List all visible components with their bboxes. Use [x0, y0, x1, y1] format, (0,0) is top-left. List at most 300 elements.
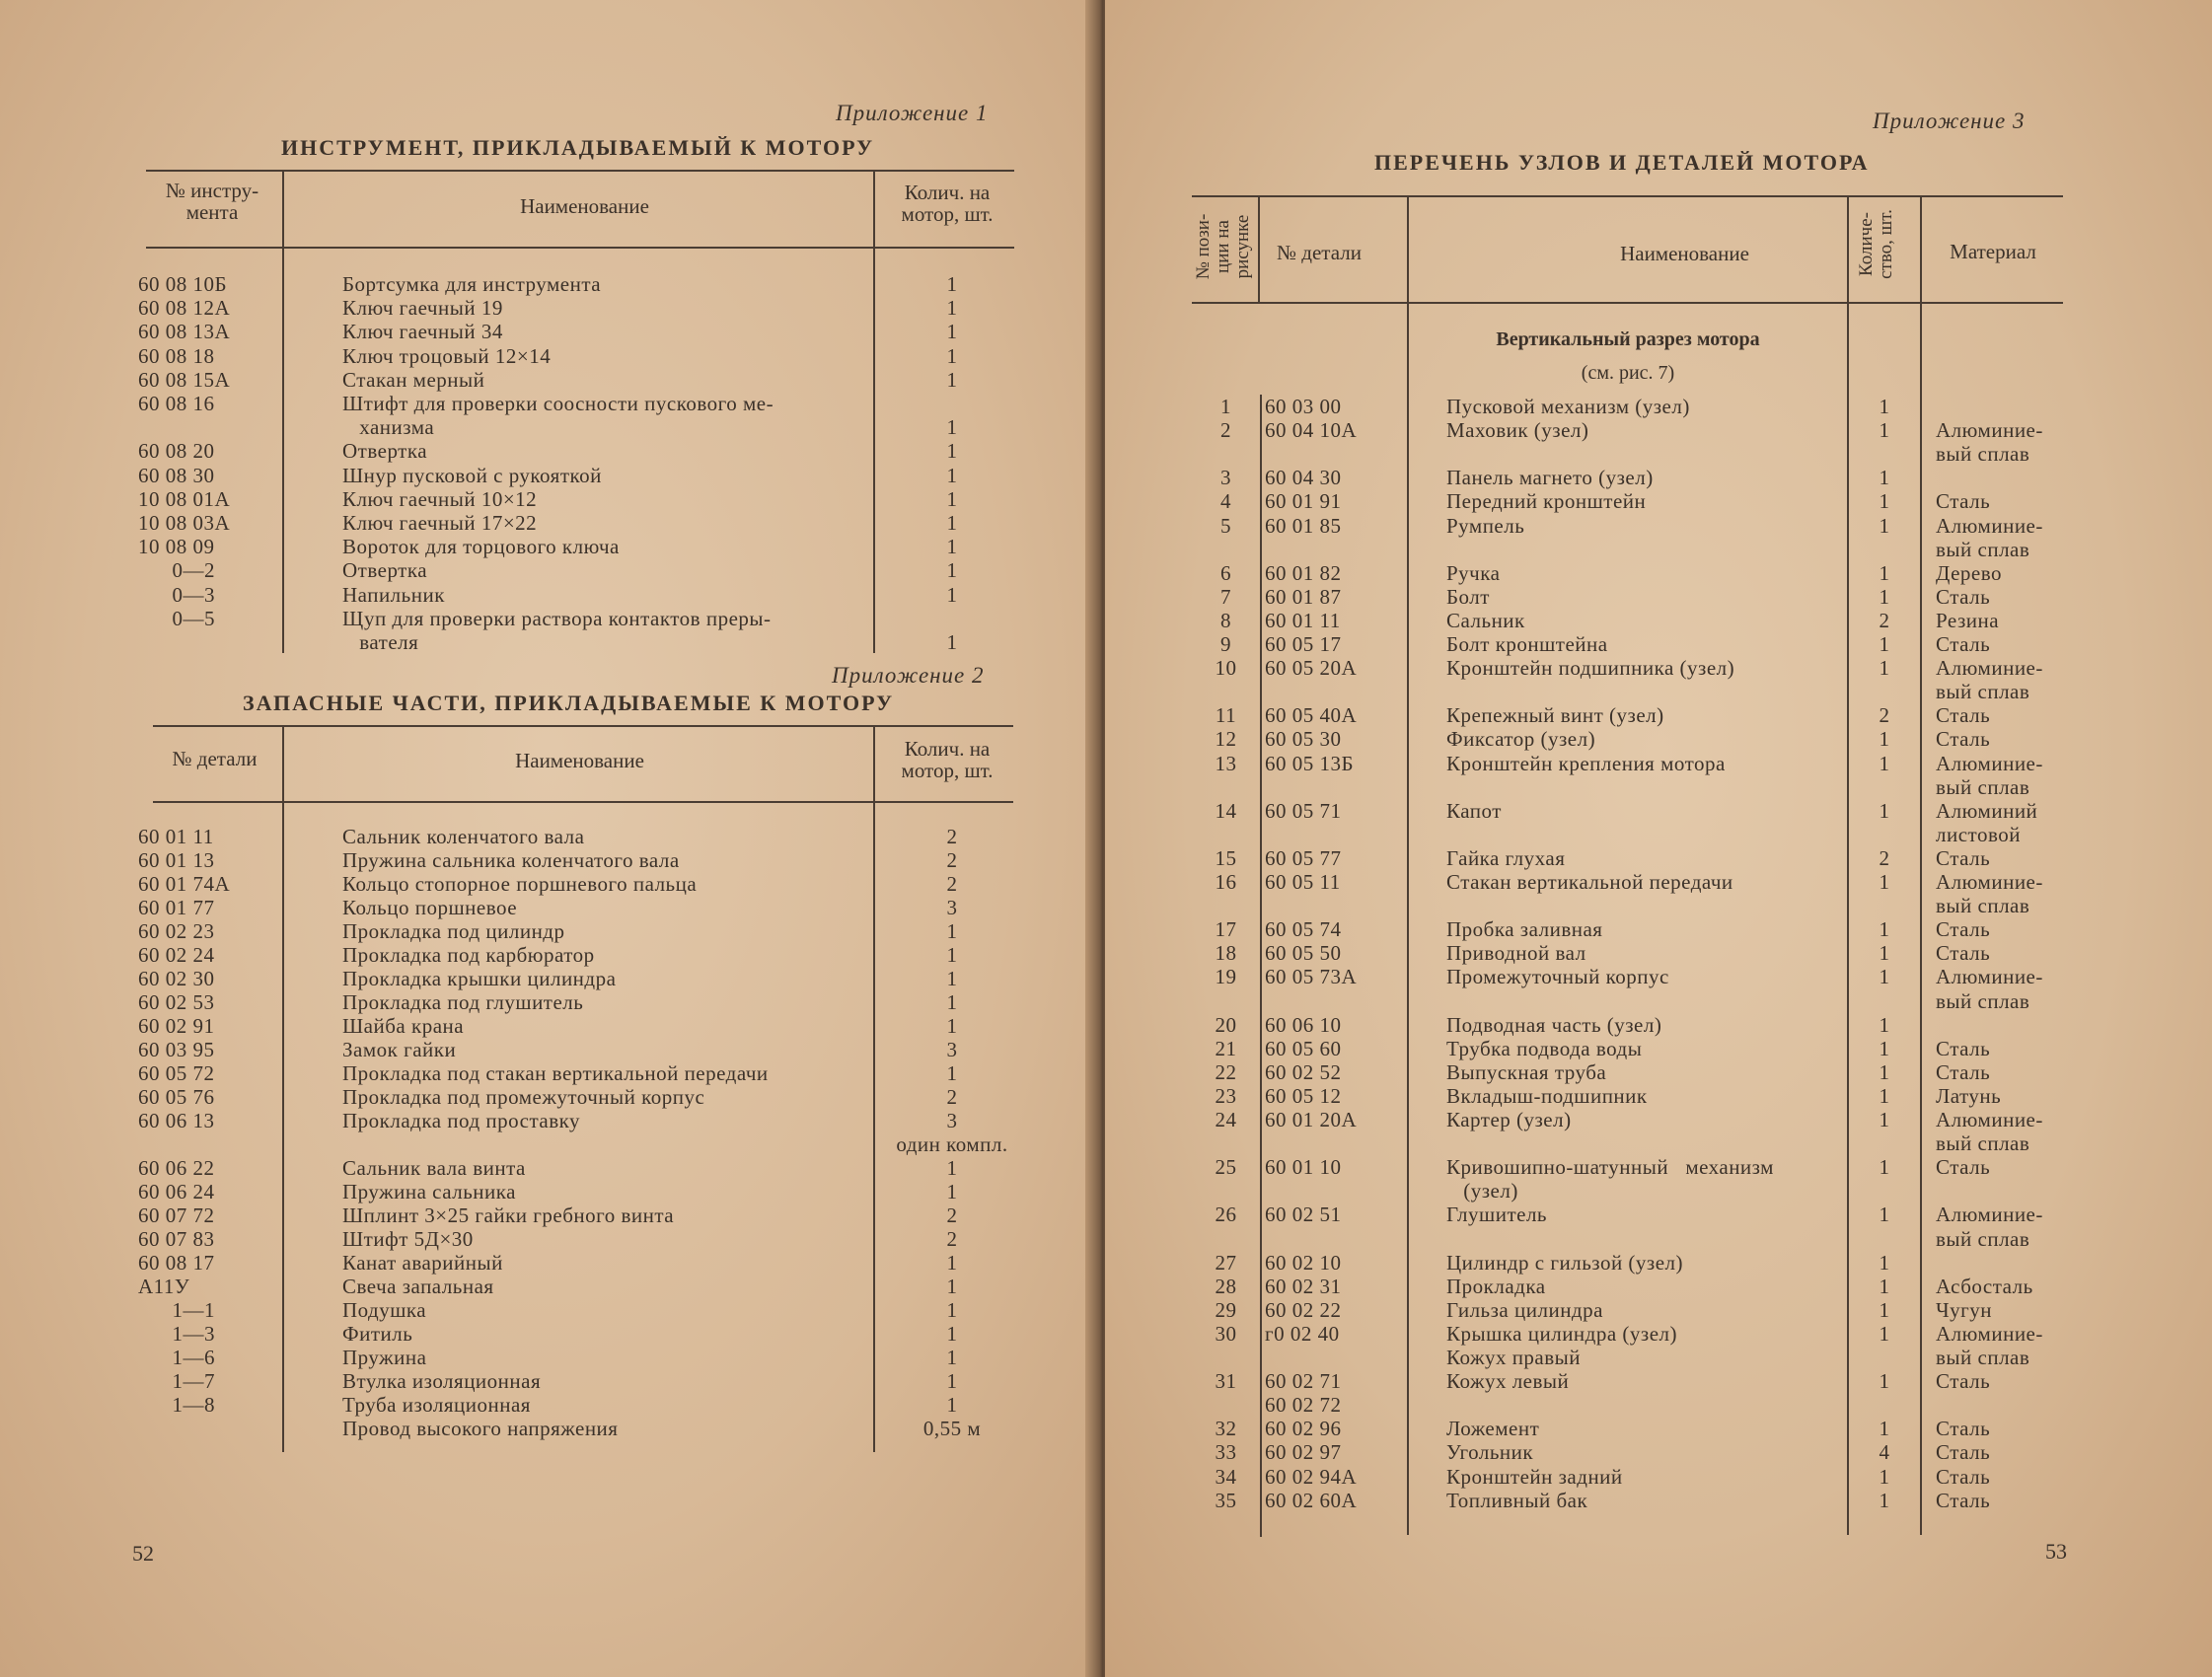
item-name: Шнур пусковой с рукояткой — [342, 463, 602, 487]
item-name: Ложемент — [1446, 1417, 1540, 1441]
part-number: 60 06 10 — [1265, 1012, 1342, 1037]
item-name: Кожух правый — [1446, 1346, 1582, 1369]
material: Чугун — [1936, 1297, 1992, 1322]
item-name: Промежуточный корпус — [1446, 965, 1669, 989]
quantity: 1 — [1879, 1108, 1890, 1131]
quantity: 1 — [1879, 418, 1890, 443]
item-name: Трубка подвода воды — [1446, 1036, 1643, 1060]
part-number: 60 02 94А — [1265, 1464, 1358, 1489]
part-number: 60 05 20А — [1265, 656, 1358, 681]
position-number: 2 — [1220, 418, 1231, 443]
col-header-tool-num: № инстру- мента — [165, 179, 259, 224]
position-number: 5 — [1220, 513, 1231, 538]
material: Сталь — [1936, 632, 1991, 656]
part-number: 60 01 91 — [1265, 489, 1342, 514]
item-name: Пружина — [342, 1346, 427, 1369]
item-name: Фитиль — [342, 1322, 413, 1346]
quantity: 1 — [1879, 1369, 1890, 1394]
part-number: 60 05 71 — [1265, 798, 1342, 823]
quantity: 2 — [946, 1227, 958, 1251]
part-number: 60 06 13 — [138, 1109, 215, 1132]
position-number: 29 — [1215, 1297, 1237, 1322]
part-number: 60 05 77 — [1265, 845, 1342, 870]
part-number: 60 05 40А — [1265, 703, 1358, 728]
part-number: 60 01 11 — [138, 825, 214, 848]
position-number: 31 — [1215, 1369, 1237, 1394]
part-number: 60 01 87 — [1265, 584, 1342, 609]
item-name: Стакан вертикальной передачи — [1446, 870, 1733, 894]
part-number: 60 01 74А — [138, 872, 231, 896]
quantity: 1 — [1879, 751, 1890, 775]
part-number: 60 01 10 — [1265, 1155, 1342, 1180]
material: Дерево — [1936, 560, 2002, 585]
item-name: Пусковой механизм (узел) — [1446, 395, 1690, 418]
position-number: 35 — [1215, 1488, 1237, 1512]
part-number: 60 01 20А — [1265, 1108, 1358, 1131]
item-name: Прокладка под проставку — [342, 1109, 581, 1132]
quantity: 2 — [946, 1085, 958, 1109]
item-name: Напильник — [342, 582, 445, 607]
part-number: 60 08 15А — [138, 367, 231, 392]
part-number: 60 01 13 — [138, 848, 215, 872]
part-number: 10 08 09 — [138, 535, 215, 559]
quantity: 1 — [946, 1346, 958, 1369]
quantity: 2 — [946, 848, 958, 872]
position-number: 20 — [1215, 1012, 1237, 1037]
part-number: 60 08 20 — [138, 439, 215, 464]
item-name: Сальник вала винта — [342, 1156, 526, 1180]
item-name: Ключ троцовый 12×14 — [342, 343, 552, 368]
quantity: 1 — [946, 919, 958, 943]
quantity: 1 — [946, 1014, 958, 1038]
part-number: 1—7 — [138, 1369, 215, 1393]
position-number: 9 — [1220, 632, 1231, 656]
quantity: 2 — [946, 872, 958, 896]
material: вый сплав — [1936, 1226, 2030, 1251]
part-number: 60 05 60 — [1265, 1036, 1342, 1060]
rule — [282, 172, 284, 653]
material: Алюминие- — [1936, 1108, 2043, 1131]
item-name: Шайба крана — [342, 1014, 465, 1038]
item-name: Кронштейн задний — [1446, 1464, 1623, 1489]
item-name: Вороток для торцового ключа — [342, 535, 620, 559]
position-number: 16 — [1215, 870, 1237, 894]
position-number: 34 — [1215, 1464, 1237, 1489]
position-number: 13 — [1215, 751, 1237, 775]
part-number: 60 06 22 — [138, 1156, 215, 1180]
quantity: 1 — [946, 1180, 958, 1203]
material: вый сплав — [1936, 1346, 2030, 1369]
item-name: Выпускная труба — [1446, 1059, 1607, 1084]
position-number: 32 — [1215, 1417, 1237, 1441]
part-number: 60 02 24 — [138, 943, 215, 967]
quantity: 1 — [1879, 917, 1890, 942]
part-number: 60 02 97 — [1265, 1440, 1342, 1465]
item-name: Бортсумка для инструмента — [342, 272, 602, 296]
material: вый сплав — [1936, 537, 2030, 561]
part-number: 60 05 72 — [138, 1061, 215, 1085]
quantity: 1 — [946, 511, 958, 535]
col-header-position: № пози- ции на рисунке — [1193, 213, 1253, 280]
item-name: Прокладка под стакан вертикальной передачи — [342, 1061, 769, 1085]
table-3-title: ПЕРЕЧЕНЬ УЗЛОВ И ДЕТАЛЕЙ МОТОРА — [1374, 150, 1870, 175]
material: Алюминие- — [1936, 965, 2043, 989]
item-name: Штифт 5Д×30 — [342, 1227, 474, 1251]
position-number: 21 — [1215, 1036, 1237, 1060]
quantity: 1 — [1879, 1464, 1890, 1489]
quantity: 1 — [946, 367, 958, 392]
part-number: 60 05 17 — [1265, 632, 1342, 656]
quantity: 1 — [946, 463, 958, 487]
quantity: 1 — [1879, 1250, 1890, 1275]
part-number: 60 02 72 — [1265, 1393, 1342, 1418]
item-name: Передний кронштейн — [1446, 489, 1647, 514]
quantity: 1 — [946, 535, 958, 559]
quantity: 1 — [946, 1156, 958, 1180]
quantity: 1 — [1879, 1059, 1890, 1084]
part-number: 1—3 — [138, 1322, 215, 1346]
item-name: Топливный бак — [1446, 1488, 1588, 1512]
part-number: 60 07 83 — [138, 1227, 215, 1251]
item-name: Капот — [1446, 798, 1502, 823]
item-name: Кожух левый — [1446, 1369, 1570, 1394]
part-number: 60 05 76 — [138, 1085, 215, 1109]
material: Сталь — [1936, 1059, 1991, 1084]
quantity: 1 — [1879, 1488, 1890, 1512]
part-number: 60 05 13Б — [1265, 751, 1355, 775]
part-number: 60 05 11 — [1265, 870, 1341, 894]
material: Сталь — [1936, 489, 1991, 514]
part-number: 60 08 10Б — [138, 272, 228, 296]
left-page — [0, 0, 1097, 1677]
position-number: 11 — [1215, 703, 1237, 728]
item-name: Штифт для проверки соосности пускового ме- — [342, 392, 774, 415]
position-number: 23 — [1215, 1083, 1237, 1108]
position-number: 19 — [1215, 965, 1237, 989]
item-name: Шплинт 3×25 гайки гребного винта — [342, 1203, 675, 1227]
item-name: Прокладка — [1446, 1274, 1546, 1298]
quantity: 1 — [1879, 1203, 1890, 1227]
position-number: 18 — [1215, 941, 1237, 966]
item-name: Ключ гаечный 34 — [342, 320, 503, 344]
item-name: Втулка изоляционная — [342, 1369, 542, 1393]
part-number: 10 08 03А — [138, 511, 231, 535]
item-name: Вкладыш-подшипник — [1446, 1083, 1648, 1108]
part-number: 1—6 — [138, 1346, 215, 1369]
item-name: Свеча запальная — [342, 1275, 494, 1298]
part-number: 0—5 — [138, 606, 215, 630]
part-number: 60 02 31 — [1265, 1274, 1342, 1298]
item-name: Глушитель — [1446, 1203, 1548, 1227]
quantity: 1 — [946, 558, 958, 583]
item-name: Сальник — [1446, 608, 1525, 632]
part-number: 60 05 73А — [1265, 965, 1358, 989]
part-number: 60 02 96 — [1265, 1417, 1342, 1441]
quantity: 1 — [1879, 941, 1890, 966]
part-number: 60 02 22 — [1265, 1297, 1342, 1322]
quantity: один компл. — [896, 1132, 1008, 1156]
item-name: Ключ гаечный 17×22 — [342, 511, 538, 535]
item-name: вателя — [342, 630, 419, 654]
item-name: Румпель — [1446, 513, 1525, 538]
quantity: 1 — [946, 582, 958, 607]
position-number: 3 — [1220, 466, 1231, 490]
quantity: 1 — [946, 1275, 958, 1298]
item-name: Прокладка под глушитель — [342, 990, 584, 1014]
part-number: 60 05 30 — [1265, 727, 1342, 752]
part-number: 60 02 52 — [1265, 1059, 1342, 1084]
quantity: 1 — [1879, 584, 1890, 609]
material: вый сплав — [1936, 774, 2030, 799]
part-number: 60 03 95 — [138, 1038, 215, 1061]
col-header-material: Материал — [1950, 240, 2036, 263]
rule — [1260, 395, 1262, 1537]
material: Сталь — [1936, 1440, 1991, 1465]
item-name: Кольцо стопорное поршневого пальца — [342, 872, 698, 896]
page-number: 53 — [2045, 1539, 2067, 1564]
quantity: 1 — [946, 1061, 958, 1085]
material: Алюминие- — [1936, 1203, 2043, 1227]
item-name: Подводная часть (узел) — [1446, 1012, 1662, 1037]
quantity: 1 — [1879, 1155, 1890, 1180]
quantity: 0,55 м — [922, 1417, 982, 1440]
part-number: 60 07 72 — [138, 1203, 215, 1227]
item-name: Прокладка под цилиндр — [342, 919, 565, 943]
position-number: 1 — [1220, 395, 1231, 418]
item-name: Пружина сальника коленчатого вала — [342, 848, 680, 872]
quantity: 1 — [946, 943, 958, 967]
item-name: ханизма — [342, 415, 435, 440]
quantity: 1 — [1879, 1297, 1890, 1322]
material: Сталь — [1936, 1036, 1991, 1060]
position-number: 24 — [1215, 1108, 1237, 1131]
quantity: 1 — [1879, 1417, 1890, 1441]
col-header-qty: Колич. на мотор, шт. — [901, 737, 994, 782]
part-number: 60 02 60А — [1265, 1488, 1358, 1512]
material: Сталь — [1936, 727, 1991, 752]
item-name: Крышка цилиндра (узел) — [1446, 1321, 1678, 1346]
col-header-part-num: № детали — [1277, 241, 1362, 264]
position-number: 22 — [1215, 1059, 1237, 1084]
quantity: 1 — [946, 1251, 958, 1275]
item-name: Крепежный винт (узел) — [1446, 703, 1664, 728]
quantity: 1 — [1879, 489, 1890, 514]
item-name: Отвертка — [342, 439, 428, 464]
section-subheading: (см. рис. 7) — [1581, 362, 1675, 384]
quantity: 3 — [946, 896, 958, 919]
part-number: 60 02 10 — [1265, 1250, 1342, 1275]
item-name: Канат аварийный — [342, 1251, 503, 1275]
item-name: Щуп для проверки раствора контактов преры- — [342, 606, 772, 630]
item-name: Цилиндр с гильзой (узел) — [1446, 1250, 1684, 1275]
quantity: 1 — [1879, 965, 1890, 989]
item-name: Картер (узел) — [1446, 1108, 1572, 1131]
material: Сталь — [1936, 1464, 1991, 1489]
quantity: 1 — [946, 415, 958, 440]
item-name: Кольцо поршневое — [342, 896, 518, 919]
quantity: 2 — [946, 825, 958, 848]
material: Алюминий — [1936, 798, 2038, 823]
appendix-3-label: Приложение 3 — [1873, 109, 2026, 133]
quantity: 1 — [1879, 798, 1890, 823]
part-number: 60 08 18 — [138, 343, 215, 368]
item-name: Приводной вал — [1446, 941, 1586, 966]
material: Сталь — [1936, 1417, 1991, 1441]
part-number: 60 01 85 — [1265, 513, 1342, 538]
item-name: Сальник коленчатого вала — [342, 825, 585, 848]
material: Сталь — [1936, 917, 1991, 942]
material: вый сплав — [1936, 680, 2030, 704]
position-number: 15 — [1215, 845, 1237, 870]
quantity: 1 — [946, 343, 958, 368]
part-number: 60 02 71 — [1265, 1369, 1342, 1394]
material: листовой — [1936, 822, 2021, 846]
material: Алюминие- — [1936, 656, 2043, 681]
item-name: Провод высокого напряжения — [342, 1417, 619, 1440]
part-number: 60 08 12А — [138, 296, 231, 321]
appendix-1-label: Приложение 1 — [836, 101, 989, 125]
page-number: 52 — [132, 1541, 154, 1566]
position-number: 7 — [1220, 584, 1231, 609]
item-name: Подушка — [342, 1298, 427, 1322]
rule — [1847, 197, 1849, 1535]
material: Алюминие- — [1936, 751, 2043, 775]
quantity: 1 — [946, 296, 958, 321]
quantity: 1 — [946, 967, 958, 990]
part-number: 60 08 30 — [138, 463, 215, 487]
col-header-name: Наименование — [1620, 242, 1749, 265]
item-name: Ключ гаечный 10×12 — [342, 486, 538, 511]
material: Сталь — [1936, 1155, 1991, 1180]
material: вый сплав — [1936, 1131, 2030, 1156]
item-name: Пробка заливная — [1446, 917, 1603, 942]
position-number: 25 — [1215, 1155, 1237, 1180]
part-number: 60 04 10А — [1265, 418, 1358, 443]
quantity: 3 — [946, 1038, 958, 1061]
item-name: Маховик (узел) — [1446, 418, 1589, 443]
material: Сталь — [1936, 1369, 1991, 1394]
item-name: Панель магнето (узел) — [1446, 466, 1654, 490]
part-number: 60 01 11 — [1265, 608, 1341, 632]
rule — [1258, 197, 1260, 302]
table-1-title: ИНСТРУМЕНТ, ПРИКЛАДЫВАЕМЫЙ К МОТОРУ — [281, 135, 875, 160]
quantity: 1 — [1879, 1321, 1890, 1346]
material: Латунь — [1936, 1083, 2002, 1108]
part-number: 60 04 30 — [1265, 466, 1342, 490]
quantity: 1 — [946, 272, 958, 296]
col-header-qty: Колич. на мотор, шт. — [901, 181, 994, 226]
item-name: Ручка — [1446, 560, 1501, 585]
quantity: 1 — [946, 1322, 958, 1346]
part-number: 60 03 00 — [1265, 395, 1342, 418]
quantity: 3 — [946, 1109, 958, 1132]
rule — [1920, 197, 1922, 1535]
item-name: Кривошипно-шатунный механизм — [1446, 1155, 1774, 1180]
material: Алюминие- — [1936, 513, 2043, 538]
rule — [1192, 302, 2063, 304]
part-number: 60 05 12 — [1265, 1083, 1342, 1108]
section-heading: Вертикальный разрез мотора — [1496, 328, 1760, 350]
material: вый сплав — [1936, 442, 2030, 467]
item-name: Прокладка под промежуточный корпус — [342, 1085, 705, 1109]
position-number: 4 — [1220, 489, 1231, 514]
material: Сталь — [1936, 584, 1991, 609]
quantity: 1 — [946, 320, 958, 344]
quantity: 1 — [946, 1298, 958, 1322]
material: Алюминие- — [1936, 1321, 2043, 1346]
material: Алюминие- — [1936, 418, 2043, 443]
item-name: Гайка глухая — [1446, 845, 1566, 870]
quantity: 2 — [1879, 845, 1890, 870]
rule — [1407, 197, 1409, 1535]
item-name: Кронштейн подшипника (узел) — [1446, 656, 1735, 681]
col-header-name: Наименование — [520, 194, 649, 218]
item-name: Отвертка — [342, 558, 428, 583]
item-name: Прокладка под карбюратор — [342, 943, 595, 967]
material: Асбосталь — [1936, 1274, 2033, 1298]
part-number: 10 08 01А — [138, 486, 231, 511]
part-number: 60 02 51 — [1265, 1203, 1342, 1227]
quantity: 2 — [1879, 703, 1890, 728]
quantity: 2 — [946, 1203, 958, 1227]
item-name: Прокладка крышки цилиндра — [342, 967, 617, 990]
item-name: Гильза цилиндра — [1446, 1297, 1603, 1322]
item-name: Пружина сальника — [342, 1180, 516, 1203]
item-name: Угольник — [1446, 1440, 1534, 1465]
rule — [1192, 195, 2063, 197]
quantity: 1 — [1879, 1274, 1890, 1298]
item-name: Фиксатор (узел) — [1446, 727, 1596, 752]
quantity: 2 — [1879, 608, 1890, 632]
quantity: 1 — [946, 630, 958, 654]
col-header-qty: Количе- ство, шт. — [1856, 209, 1896, 279]
rule — [146, 247, 1014, 249]
part-number: 60 05 50 — [1265, 941, 1342, 966]
part-number: 60 02 91 — [138, 1014, 215, 1038]
quantity: 1 — [1879, 870, 1890, 894]
position-number: 27 — [1215, 1250, 1237, 1275]
item-name: Замок гайки — [342, 1038, 457, 1061]
quantity: 1 — [946, 1393, 958, 1417]
material: Алюминие- — [1936, 870, 2043, 894]
part-number: 60 01 82 — [1265, 560, 1342, 585]
part-number: 60 02 53 — [138, 990, 215, 1014]
position-number: 12 — [1215, 727, 1237, 752]
quantity: 1 — [1879, 632, 1890, 656]
part-number: 0—2 — [138, 558, 215, 583]
part-number: 60 08 17 — [138, 1251, 215, 1275]
quantity: 1 — [946, 486, 958, 511]
part-number: А11У — [138, 1275, 190, 1298]
position-number: 26 — [1215, 1203, 1237, 1227]
quantity: 1 — [1879, 560, 1890, 585]
position-number: 30 — [1215, 1321, 1237, 1346]
material: Сталь — [1936, 845, 1991, 870]
quantity: 4 — [1879, 1440, 1890, 1465]
part-number: 60 08 16 — [138, 392, 215, 415]
item-name: Ключ гаечный 19 — [342, 296, 503, 321]
material: Сталь — [1936, 703, 1991, 728]
quantity: 1 — [946, 439, 958, 464]
item-name: Стакан мерный — [342, 367, 485, 392]
item-name: Труба изоляционная — [342, 1393, 531, 1417]
col-header-part-num: № детали — [172, 747, 258, 770]
appendix-2-label: Приложение 2 — [832, 663, 985, 688]
material: вый сплав — [1936, 894, 2030, 918]
quantity: 1 — [1879, 1083, 1890, 1108]
part-number: 60 02 23 — [138, 919, 215, 943]
quantity: 1 — [1879, 1012, 1890, 1037]
